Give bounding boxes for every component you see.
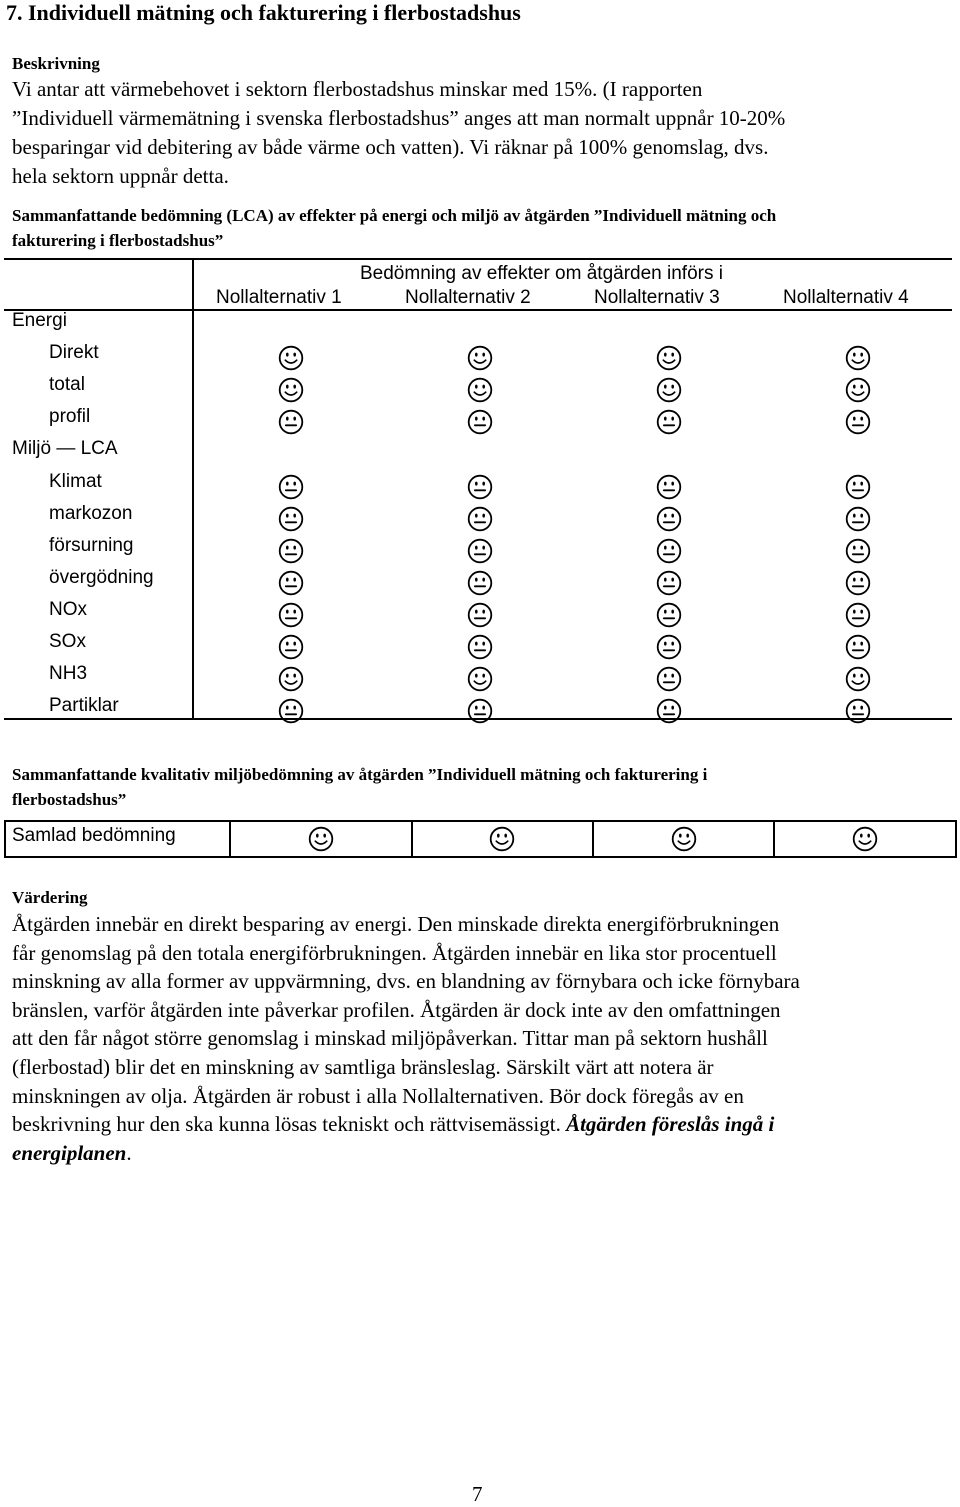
smiley-neutral-icon <box>656 474 682 500</box>
smiley-neutral-icon <box>656 538 682 564</box>
vardering-text <box>12 910 952 1167</box>
beskrivning-line: hela sektorn uppnår detta. <box>12 164 229 188</box>
smiley-neutral-icon <box>467 634 493 660</box>
smiley-neutral-icon <box>278 409 304 435</box>
smiley-neutral-icon <box>467 506 493 532</box>
vardering-line: bränslen, varför åtgärden inte påverkar profilen. Åtgärden är dock inte av den omfattningen <box>12 997 781 1022</box>
smiley-neutral-icon <box>467 570 493 596</box>
samlad-bottom-border <box>4 856 957 858</box>
smiley-neutral-icon <box>656 698 682 724</box>
smiley-happy-icon <box>467 666 493 692</box>
smiley-happy-icon <box>489 826 515 852</box>
section-heading: 7. Individuell mätning och fakturering i flerbostadshus <box>6 0 521 25</box>
smiley-neutral-icon <box>656 602 682 628</box>
smiley-happy-icon <box>656 345 682 371</box>
row-label: Direkt <box>49 342 99 363</box>
column-header-nollalternativ-1: Nollalternativ 1 <box>216 287 342 308</box>
row-label: SOx <box>49 631 86 652</box>
smiley-neutral-icon <box>656 666 682 692</box>
smiley-neutral-icon <box>467 698 493 724</box>
row-label: försurning <box>49 535 134 556</box>
smiley-neutral-icon <box>845 602 871 628</box>
smiley-neutral-icon <box>278 570 304 596</box>
smiley-neutral-icon <box>845 570 871 596</box>
smiley-neutral-icon <box>467 409 493 435</box>
row-label: Miljö — LCA <box>12 438 118 459</box>
row-label: total <box>49 374 85 395</box>
row-label: Klimat <box>49 471 102 492</box>
column-header-nollalternativ-4: Nollalternativ 4 <box>783 287 909 308</box>
lca-caption-line: Sammanfattande bedömning (LCA) av effekter på energi och miljö av åtgärden ”Individuell mätning och <box>12 206 777 225</box>
samlad-left-border <box>4 820 6 858</box>
beskrivning-text <box>12 75 952 191</box>
samlad-right-border <box>955 820 957 858</box>
smiley-neutral-icon <box>467 538 493 564</box>
vardering-period: . <box>126 1140 132 1165</box>
row-label: Partiklar <box>49 695 119 716</box>
smiley-happy-icon <box>671 826 697 852</box>
row-label: profil <box>49 406 91 427</box>
table-header-border <box>4 309 952 311</box>
beskrivning-line: ”Individuell värmemätning i svenska flerbostadshus” anges att man normalt uppnår 10-20% <box>12 106 786 130</box>
samlad-bedomning-table <box>4 820 957 858</box>
samlad-divider <box>411 820 413 858</box>
row-label: NH3 <box>49 663 88 684</box>
vardering-line: får genomslag på den totala energiförbrukningen. Åtgärden innebär en lika stor procentuell <box>12 940 777 965</box>
samlad-top-border <box>4 820 957 822</box>
smiley-happy-icon <box>467 345 493 371</box>
smiley-happy-icon <box>845 345 871 371</box>
smiley-happy-icon <box>278 666 304 692</box>
smiley-neutral-icon <box>467 602 493 628</box>
smiley-neutral-icon <box>278 538 304 564</box>
lca-caption-line: fakturering i flerbostadshus” <box>12 231 224 250</box>
beskrivning-line: besparingar vid debitering av både värme och vatten). Vi räknar på 100% genomslag, dvs. <box>12 135 769 159</box>
lca-caption <box>12 203 957 253</box>
table-group-header: Bedömning av effekter om åtgärden införs i <box>360 263 723 284</box>
vardering-recommendation-end: energiplanen <box>12 1140 127 1165</box>
lca-table <box>4 258 954 720</box>
smiley-neutral-icon <box>845 698 871 724</box>
row-label: Energi <box>12 310 67 331</box>
smiley-neutral-icon <box>845 474 871 500</box>
smiley-neutral-icon <box>656 634 682 660</box>
smiley-neutral-icon <box>845 506 871 532</box>
table-column-divider <box>192 258 194 720</box>
vardering-recommendation: Åtgärden föreslås ingå i <box>566 1112 775 1137</box>
smiley-neutral-icon <box>656 570 682 596</box>
smiley-neutral-icon <box>656 506 682 532</box>
row-label: övergödning <box>49 567 154 588</box>
smiley-happy-icon <box>845 377 871 403</box>
smiley-happy-icon <box>278 377 304 403</box>
smiley-happy-icon <box>308 826 334 852</box>
row-label: markozon <box>49 503 133 524</box>
smiley-neutral-icon <box>278 474 304 500</box>
vardering-label: Värdering <box>12 888 88 907</box>
smiley-neutral-icon <box>278 506 304 532</box>
vardering-line <box>12 1110 952 1139</box>
vardering-text-plain: beskrivning hur den ska kunna lösas tekniskt och rättvisemässigt. <box>12 1112 567 1137</box>
smiley-neutral-icon <box>467 474 493 500</box>
beskrivning-line: Vi antar att värmebehovet i sektorn flerbostadshus minskar med 15%. (I rapporten <box>12 77 703 101</box>
smiley-neutral-icon <box>845 409 871 435</box>
kvalitativ-caption <box>12 762 957 812</box>
kvalitativ-caption-line: Sammanfattande kvalitativ miljöbedömning av åtgärden ”Individuell mätning och fakturering i <box>12 765 708 784</box>
column-header-nollalternativ-3: Nollalternativ 3 <box>594 287 720 308</box>
smiley-neutral-icon <box>845 538 871 564</box>
smiley-happy-icon <box>845 666 871 692</box>
beskrivning-label: Beskrivning <box>12 54 100 73</box>
column-header-nollalternativ-2: Nollalternativ 2 <box>405 287 531 308</box>
table-top-border <box>4 258 952 260</box>
smiley-happy-icon <box>278 345 304 371</box>
vardering-line <box>12 1139 952 1168</box>
vardering-line: att den får något större genomslag i minskad miljöpåverkan. Tittar man på sektorn hushåll <box>12 1026 768 1051</box>
smiley-neutral-icon <box>278 634 304 660</box>
vardering-line: (flerbostad) blir det en minskning av samtliga bränsleslag. Särskilt värt att notera är <box>12 1054 714 1079</box>
kvalitativ-caption-line: flerbostadshus” <box>12 790 127 809</box>
samlad-divider <box>773 820 775 858</box>
samlad-label: Samlad bedömning <box>12 825 176 846</box>
smiley-happy-icon <box>467 377 493 403</box>
samlad-divider <box>592 820 594 858</box>
smiley-happy-icon <box>852 826 878 852</box>
smiley-neutral-icon <box>278 698 304 724</box>
row-label: NOx <box>49 599 87 620</box>
smiley-happy-icon <box>656 377 682 403</box>
vardering-line: minskningen av olja. Åtgärden är robust i alla Nollalternativen. Bör dock föregås av en <box>12 1083 744 1108</box>
page-number: 7 <box>472 1482 483 1506</box>
vardering-line: Åtgärden innebär en direkt besparing av energi. Den minskade direkta energiförbrukningen <box>12 912 780 936</box>
smiley-neutral-icon <box>656 409 682 435</box>
vardering-line: minskning av alla former av uppvärmning, dvs. en blandning av förnybara och icke förnybara <box>12 969 800 994</box>
smiley-neutral-icon <box>845 634 871 660</box>
samlad-divider <box>229 820 231 858</box>
smiley-neutral-icon <box>278 602 304 628</box>
